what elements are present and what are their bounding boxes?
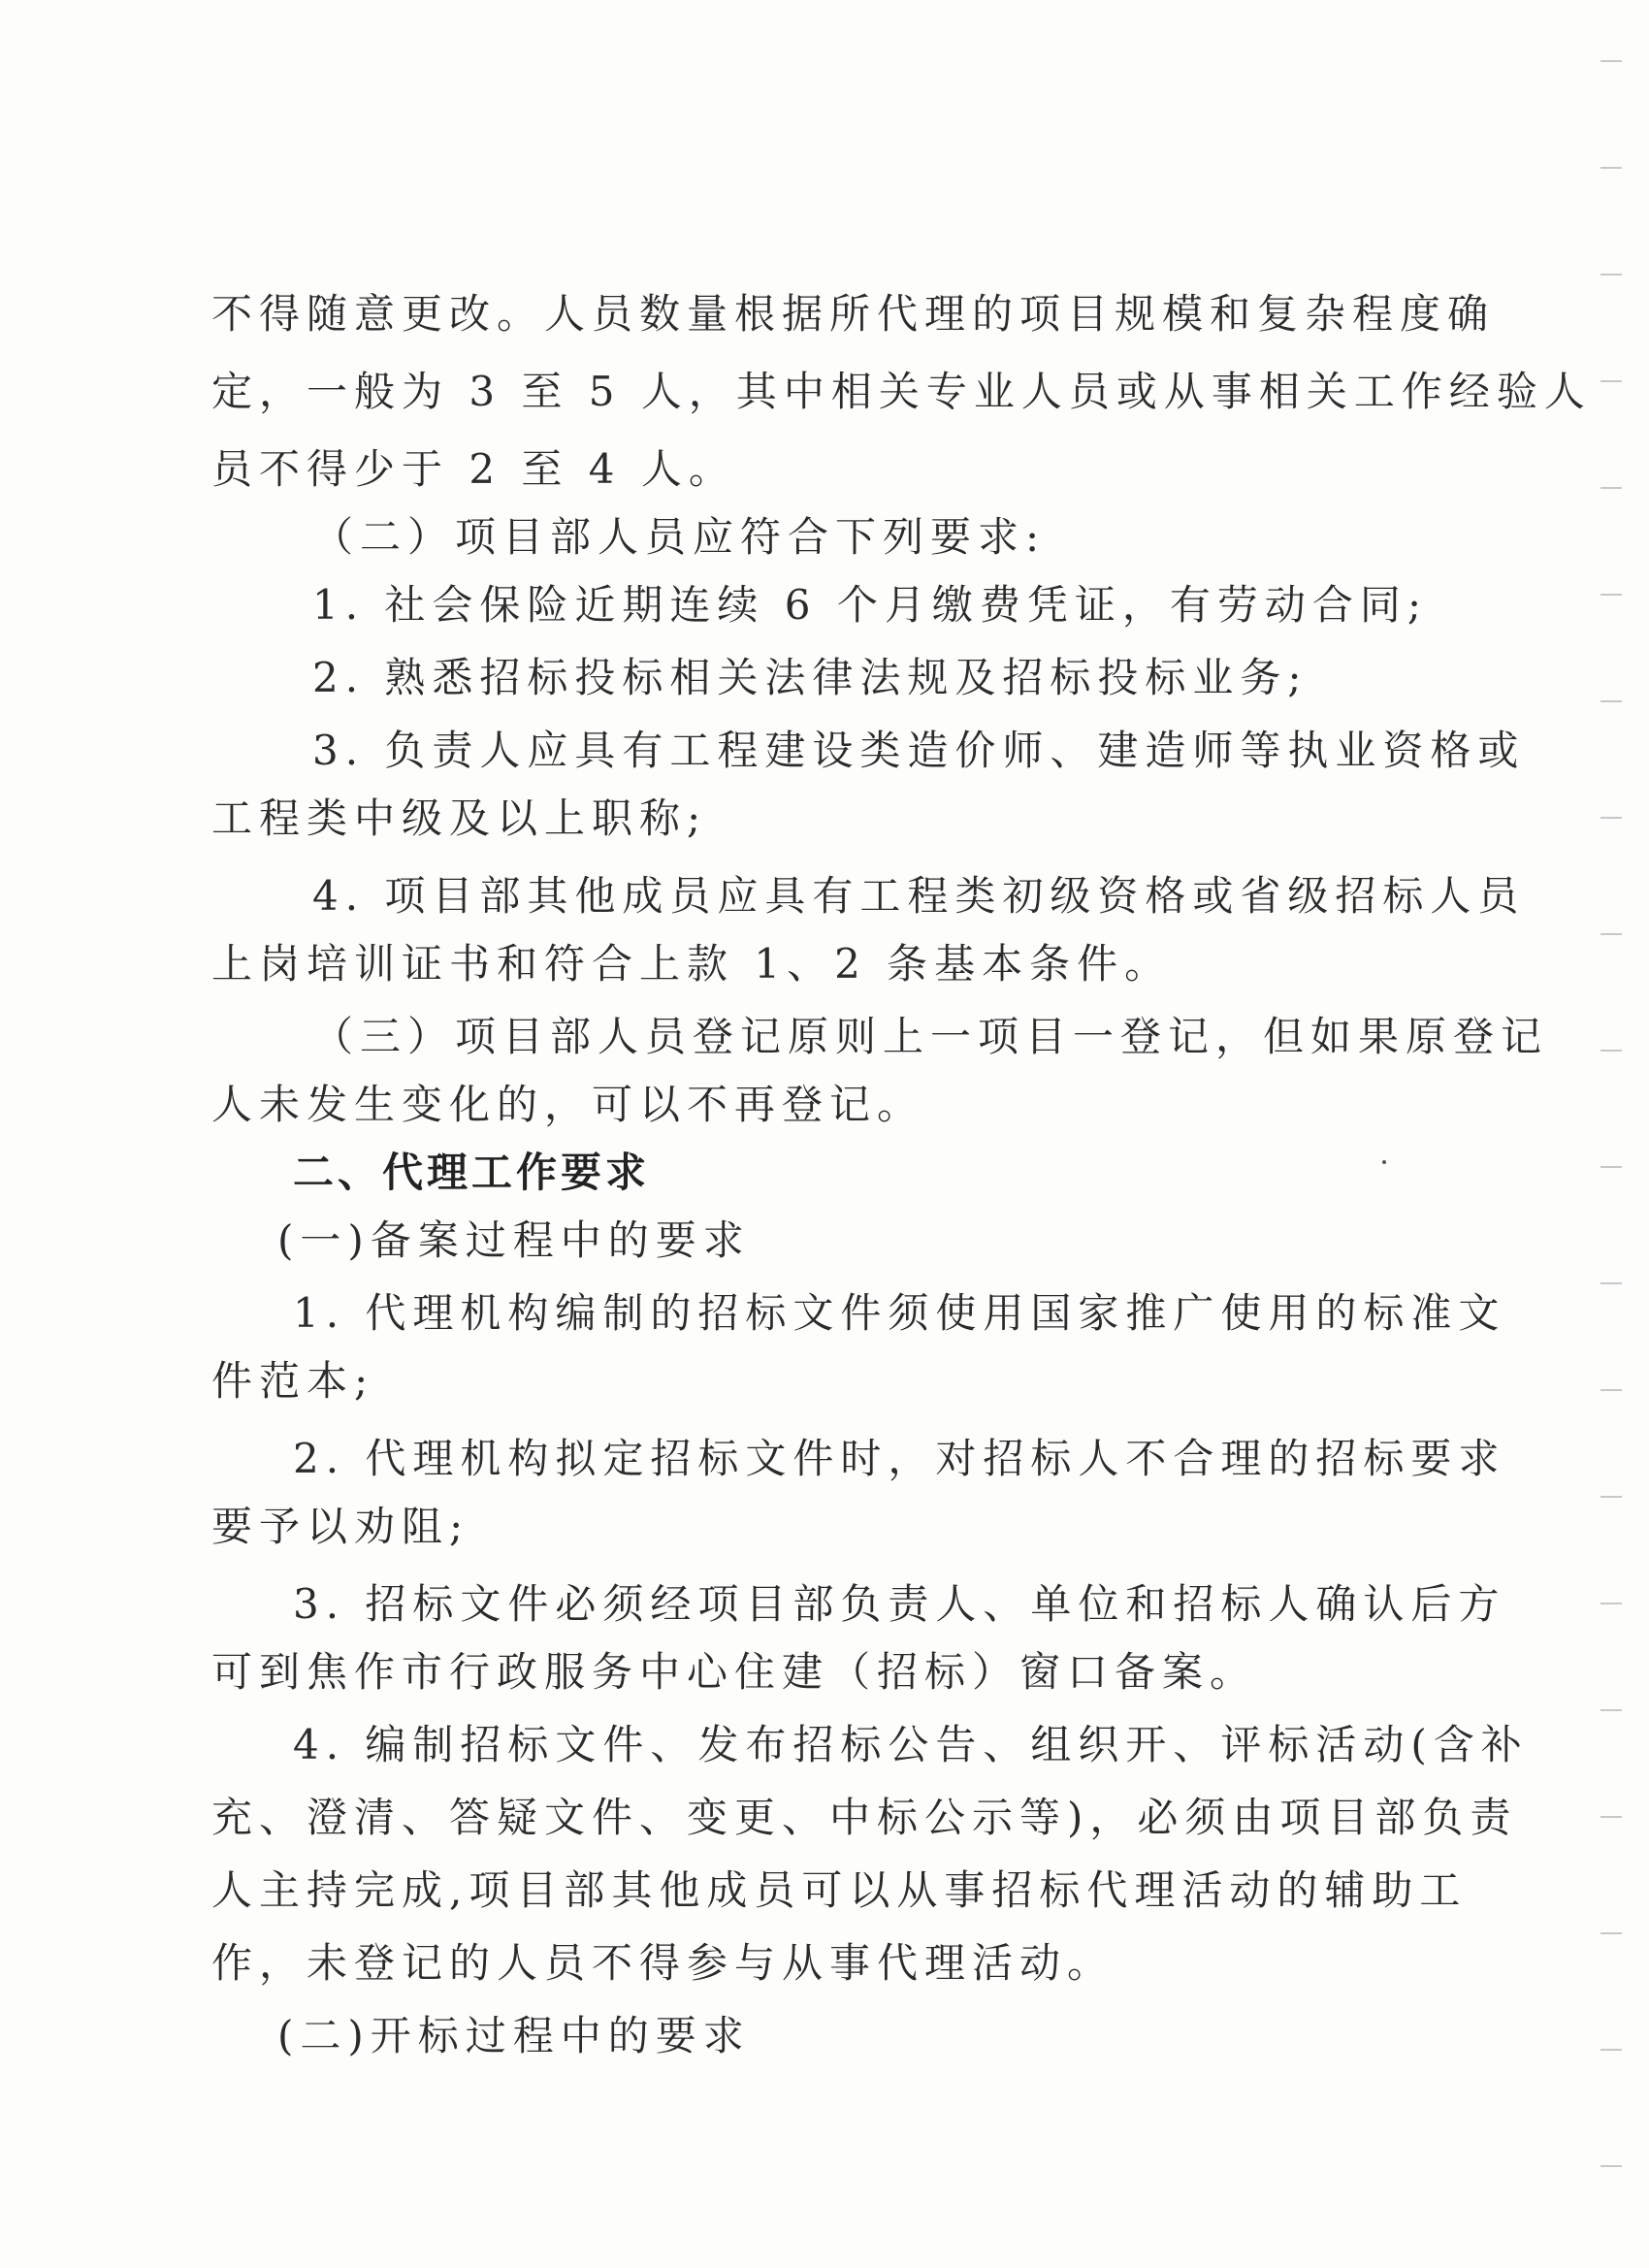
list-item-continuation: 件范本;: [211, 1357, 375, 1405]
list-item-continuation: 充、澄清、答疑文件、变更、中标公示等)，必须由项目部负责: [211, 1794, 1518, 1841]
edge-tick: [1600, 380, 1622, 382]
list-item: 2. 熟悉招标投标相关法律法规及招标投标业务;: [312, 654, 1309, 701]
body-text-line: 人未发生变化的，可以不再登记。: [211, 1081, 925, 1128]
edge-tick: [1600, 60, 1622, 62]
edge-tick: [1600, 2165, 1622, 2167]
scan-speck: [1382, 1160, 1386, 1164]
section-subheading: （三）项目部人员登记原则上一项目一登记，但如果原登记: [312, 1013, 1549, 1060]
section-subheading: (一)备案过程中的要求: [277, 1216, 751, 1264]
body-text-line: 员不得少于 2 至 4 人。: [211, 445, 736, 493]
list-item-continuation: 要予以劝阻;: [211, 1503, 470, 1550]
edge-tick: [1600, 1282, 1622, 1284]
edge-tick: [1600, 1816, 1622, 1818]
edge-tick: [1600, 594, 1622, 596]
edge-tick: [1600, 700, 1622, 702]
edge-tick: [1600, 167, 1622, 169]
edge-tick: [1600, 1050, 1622, 1052]
edge-tick: [1600, 487, 1622, 489]
list-item-continuation: 作，未登记的人员不得参与从事代理活动。: [211, 1939, 1116, 1987]
edge-tick: [1600, 1603, 1622, 1604]
body-text-line: 不得随意更改。人员数量根据所代理的项目规模和复杂程度确: [211, 290, 1496, 338]
edge-tick: [1600, 817, 1622, 819]
edge-tick: [1600, 1389, 1622, 1391]
list-item: 2. 代理机构拟定招标文件时，对招标人不合理的招标要求: [293, 1435, 1506, 1482]
scan-edge-marks: [1571, 0, 1649, 2268]
edge-tick: [1600, 1709, 1622, 1711]
list-item-continuation: 可到焦作市行政服务中心住建（招标）窗口备案。: [211, 1648, 1258, 1696]
section-subheading: （二）项目部人员应符合下列要求:: [312, 513, 1047, 561]
section-heading: 二、代理工作要求: [293, 1149, 651, 1196]
list-item: 3. 招标文件必须经项目部负责人、单位和招标人确认后方: [293, 1580, 1506, 1628]
list-item-continuation: 人主持完成,项目部其他成员可以从事招标代理活动的辅助工: [211, 1866, 1468, 1914]
list-item: 1. 代理机构编制的招标文件须使用国家推广使用的标准文: [293, 1289, 1506, 1337]
list-item-continuation: 上岗培训证书和符合上款 1、2 条基本条件。: [211, 940, 1173, 988]
edge-tick: [1600, 1932, 1622, 1934]
edge-tick: [1600, 1496, 1622, 1498]
edge-tick: [1600, 274, 1622, 275]
list-item: 4. 项目部其他成员应具有工程类初级资格或省级招标人员: [312, 872, 1526, 920]
list-item: 4. 编制招标文件、发布招标公告、组织开、评标活动(含补: [293, 1721, 1529, 1768]
edge-tick: [1600, 1166, 1622, 1168]
body-text-line: 定，一般为 3 至 5 人，其中相关专业人员或从事相关工作经验人: [211, 368, 1592, 415]
list-item-continuation: 工程类中级及以上职称;: [211, 794, 708, 842]
edge-tick: [1600, 2049, 1622, 2051]
list-item: 3. 负责人应具有工程建设类造价师、建造师等执业资格或: [312, 727, 1526, 774]
section-subheading: (二)开标过程中的要求: [277, 2012, 751, 2059]
edge-tick: [1600, 933, 1622, 935]
list-item: 1. 社会保险近期连续 6 个月缴费凭证，有劳动合同;: [312, 581, 1428, 629]
